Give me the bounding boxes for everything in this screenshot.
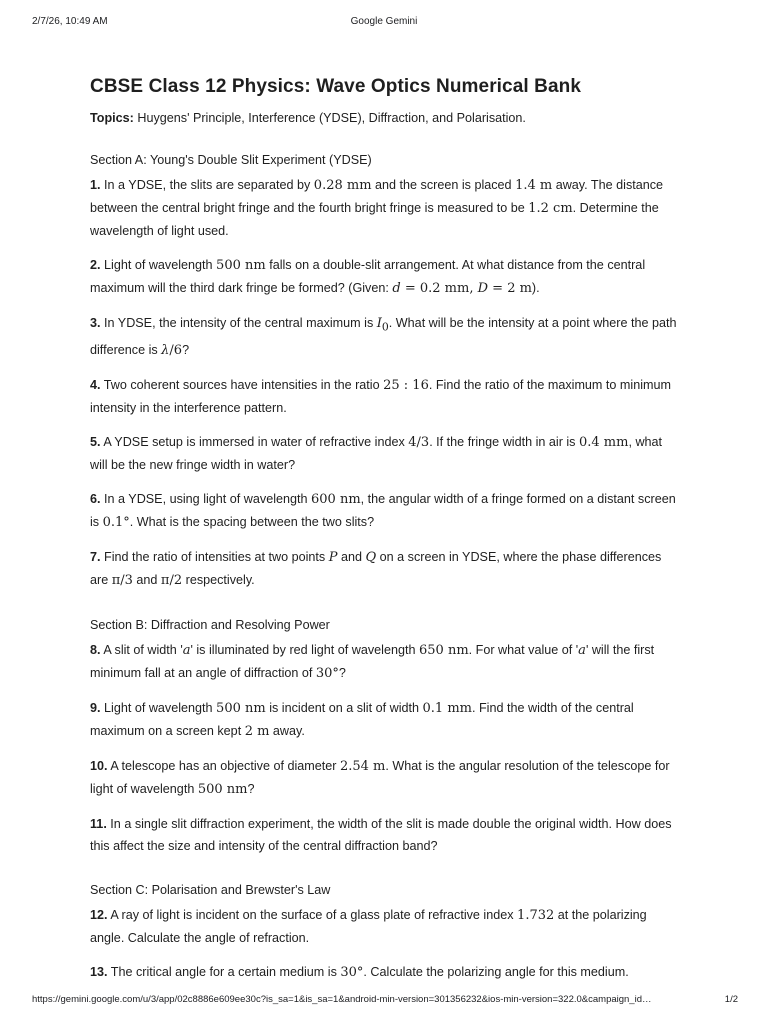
- question-1: 1. In a YDSE, the slits are separated by 0.28 mm and the screen is placed 1.4 m away. The distance between the central bright fringe and the fourth bright fringe is measured to be 1.2 cm. Determine the wavelength of light used.: [90, 178, 664, 238]
- question-7: 7. Find the ratio of intensities at two points P and Q on a screen in YDSE, where the phase differences are π/3 and π/2 respectively.: [90, 549, 662, 588]
- page-number: 1/2: [724, 994, 738, 1005]
- question-4: 4. Two coherent sources have intensities in the ratio 25 : 16. Find the ratio of the maximum to minimum intensity in the interference pattern.: [90, 377, 672, 415]
- topics-label: Topics:: [90, 111, 134, 125]
- question-2: 2. Light of wavelength 500 nm falls on a double-slit arrangement. At what distance from the central maximum will the third dark fringe be formed? (Given: d = 0.2 mm, D = 2 m).: [90, 258, 646, 296]
- question-11: 11. In a single slit diffraction experiment, the width of the slit is made double the original width. How does this affect the size and intensity of the central diffraction band?: [90, 816, 672, 853]
- question-8: 8. A slit of width 'a' is illuminated by red light of wavelength 650 nm. For what value of 'a' will the first minimum fall at an angle of diffraction of 30°?: [90, 642, 655, 681]
- question-13: 13. The critical angle for a certain medium is 30°. Calculate the polarizing angle for this medium.: [90, 964, 629, 980]
- print-datetime: 2/7/26, 10:49 AM: [32, 16, 108, 27]
- print-url: https://gemini.google.com/u/3/app/02c8886e609ee30c?is_sa=1&is_sa=1&android-min-version=301356232&ios-min-version=322.0&campaign_id…: [32, 994, 652, 1005]
- print-site-title: Google Gemini: [350, 16, 418, 27]
- question-10: 10. A telescope has an objective of diameter 2.54 m. What is the angular resolution of the telescope for light of wavelength 500 nm?: [90, 758, 670, 797]
- question-3: 3. In YDSE, the intensity of the central maximum is $I_0$. What will be the intensity at a point where the path difference is λ/6?: [90, 316, 677, 358]
- document-title: CBSE Class 12 Physics: Wave Optics Numerical Bank: [90, 76, 582, 97]
- section-c-heading: Section C: Polarisation and Brewster's Law: [90, 882, 331, 897]
- print-footer: [0, 994, 768, 1008]
- question-9: 9. Light of wavelength 500 nm is incident on a slit of width 0.1 mm. Find the width of the central maximum on a screen kept 2 m away.: [90, 700, 634, 739]
- question-6: 6. In a YDSE, using light of wavelength 600 nm, the angular width of a fringe formed on a distant screen is 0.1°. What is the spacing between the two slits?: [90, 491, 676, 530]
- question-5: 5. A YDSE setup is immersed in water of refractive index 4/3. If the fringe width in air is 0.4 mm, what will be the new fringe width in water?: [90, 434, 663, 472]
- document-body: [90, 74, 680, 996]
- print-header: [0, 16, 768, 30]
- section-a-heading: Section A: Young's Double Slit Experiment (YDSE): [90, 153, 372, 167]
- topics-line: [90, 109, 680, 127]
- section-b-heading: Section B: Diffraction and Resolving Power: [90, 617, 330, 632]
- question-12: 12. A ray of light is incident on the surface of a glass plate of refractive index 1.732 at the polarizing angle. Calculate the angle of refraction.: [90, 907, 647, 945]
- topics-text: Huygens' Principle, Interference (YDSE), Diffraction, and Polarisation.: [133, 111, 526, 125]
